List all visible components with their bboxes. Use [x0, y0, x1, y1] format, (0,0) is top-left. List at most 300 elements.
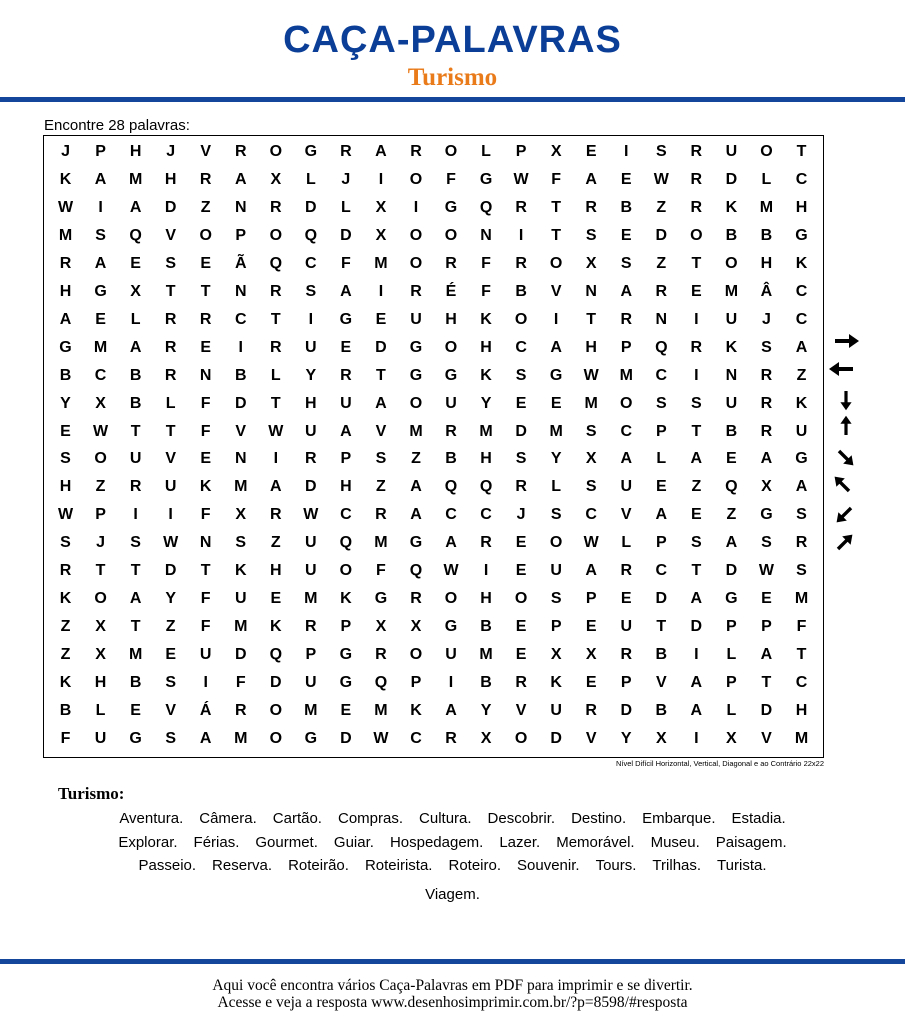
grid-cell: S	[60, 450, 71, 468]
grid-cell: E	[585, 618, 597, 636]
grid-cell: X	[375, 618, 387, 636]
grid-cell: Q	[129, 226, 142, 244]
grid-cell: L	[761, 170, 772, 188]
grid-cell: T	[200, 282, 211, 300]
grid-cell: O	[514, 590, 528, 608]
grid-cell: S	[305, 282, 317, 300]
grid-cell: T	[796, 142, 807, 160]
grid-cell: Q	[655, 338, 668, 356]
grid-cell: W	[57, 506, 74, 524]
grid-cell: S	[165, 254, 176, 272]
grid-cell: A	[585, 562, 597, 580]
grid-cell: X	[95, 646, 106, 664]
word-item: Roteiro.	[448, 857, 502, 874]
word-item: Turista.	[717, 857, 767, 874]
word-item: Destino.	[571, 810, 627, 827]
grid-cell: X	[585, 646, 597, 664]
grid-cell: P	[761, 618, 772, 636]
grid-cell: U	[795, 422, 808, 440]
grid-cell: O	[514, 310, 528, 328]
grid-cell: R	[199, 310, 212, 328]
grid-cell: R	[620, 646, 633, 664]
grid-cell: H	[795, 198, 808, 216]
grid-cell: S	[130, 534, 141, 552]
grid-cell: Y	[165, 590, 176, 608]
grid-cell: L	[726, 646, 737, 664]
grid-cell: F	[446, 170, 456, 188]
grid-cell: P	[340, 450, 352, 468]
grid-cell: G	[339, 310, 353, 328]
grid-cell: G	[409, 366, 423, 384]
grid-cell: T	[165, 422, 176, 440]
grid-cell: N	[655, 310, 668, 328]
grid-cell: M	[619, 366, 633, 384]
grid-cell: Q	[725, 478, 738, 496]
grid-cell: F	[200, 506, 211, 524]
down-right-arrow-icon	[835, 447, 858, 470]
grid-cell: R	[305, 618, 317, 636]
grid-cell: H	[59, 282, 72, 300]
grid-cell: U	[725, 142, 738, 160]
grid-cell: K	[725, 338, 738, 356]
grid-cell: F	[200, 618, 211, 636]
grid-cell: I	[553, 310, 559, 328]
grid-cell: U	[445, 646, 457, 664]
grid-cell: K	[480, 366, 492, 384]
grid-cell: H	[795, 702, 808, 720]
grid-cell: S	[691, 534, 702, 552]
top-divider	[0, 97, 905, 102]
grid-cell: E	[340, 338, 352, 356]
grid-cell: M	[549, 422, 563, 440]
grid-cell: S	[585, 226, 597, 244]
grid-cell: V	[375, 422, 387, 440]
grid-cell: I	[378, 170, 384, 188]
word-item: Trilhas.	[652, 857, 702, 874]
grid-cell: Z	[796, 366, 807, 384]
grid-cell: O	[444, 338, 458, 356]
grid-cell: Q	[339, 534, 353, 552]
grid-cell: R	[480, 534, 492, 552]
grid-cell: B	[129, 366, 142, 384]
grid-cell: G	[795, 450, 808, 468]
grid-cell: G	[760, 506, 773, 524]
grid-cell: J	[61, 142, 70, 160]
grid-cell: B	[234, 366, 247, 384]
grid-cell: U	[234, 590, 247, 608]
grid-cell: H	[59, 478, 72, 496]
grid-cell: P	[655, 422, 667, 440]
grid-cell: S	[165, 730, 176, 748]
grid-cell: M	[794, 730, 809, 748]
grid-cell: S	[585, 478, 597, 496]
grid-cell: N	[585, 282, 597, 300]
grid-cell: F	[376, 562, 386, 580]
grid-cell: T	[796, 646, 807, 664]
grid-cell: H	[480, 590, 492, 608]
grid-cell: B	[620, 198, 633, 216]
page-subtitle: Turismo	[407, 64, 498, 91]
word-item: Tours.	[595, 857, 637, 874]
grid-cell: A	[234, 170, 247, 188]
grid-cell: L	[340, 198, 351, 216]
grid-cell: V	[515, 702, 527, 720]
grid-cell: N	[234, 198, 247, 216]
grid-cell: E	[515, 394, 527, 412]
grid-cell: S	[235, 534, 247, 552]
grid-cell: K	[199, 478, 212, 496]
grid-cell: F	[60, 730, 71, 748]
grid-cell: Y	[305, 366, 317, 384]
grid-cell: R	[164, 366, 177, 384]
grid-cell: H	[340, 478, 352, 496]
grid-cell: E	[130, 702, 141, 720]
grid-cell: K	[270, 618, 282, 636]
grid-cell: Y	[620, 730, 632, 748]
grid-cell: A	[690, 450, 703, 468]
grid-cell: V	[165, 702, 176, 720]
down-arrow-icon	[840, 391, 851, 410]
grid-cell: K	[234, 562, 247, 580]
grid-cell: O	[339, 562, 353, 580]
grid-cell: R	[340, 142, 352, 160]
grid-cell: S	[761, 534, 772, 552]
grid-cell: R	[59, 562, 72, 580]
grid-cell: R	[129, 478, 142, 496]
grid-cell: O	[690, 226, 703, 244]
grid-cell: O	[409, 254, 423, 272]
grid-cell: K	[725, 198, 738, 216]
word-item: Gourmet.	[255, 833, 318, 851]
grid-cell: R	[620, 562, 633, 580]
up-left-arrow-icon	[830, 472, 853, 495]
grid-cell: D	[340, 226, 352, 244]
grid-cell: R	[270, 198, 282, 216]
grid-cell: U	[445, 394, 457, 412]
grid-cell: C	[620, 422, 633, 440]
grid-cell: I	[694, 310, 699, 328]
grid-cell: M	[304, 702, 318, 720]
grid-cell: E	[655, 478, 667, 496]
grid-cell: E	[515, 562, 527, 580]
grid-cell: U	[620, 618, 633, 636]
grid-cell: N	[234, 282, 247, 300]
word-item: Museu.	[650, 833, 700, 851]
page-title: CAÇA-PALAVRAS	[283, 19, 622, 61]
grid-cell: M	[479, 646, 493, 664]
grid-cell: C	[445, 506, 457, 524]
grid-cell: X	[375, 198, 387, 216]
grid-cell: U	[305, 534, 317, 552]
grid-cell: G	[444, 618, 458, 636]
grid-cell: H	[94, 674, 107, 692]
grid-cell: B	[445, 450, 457, 468]
grid-cell: I	[308, 310, 314, 328]
grid-cell: U	[410, 310, 422, 328]
grid-cell: E	[515, 534, 527, 552]
grid-cell: Z	[60, 618, 71, 636]
grid-cell: R	[164, 338, 177, 356]
grid-cell: L	[656, 450, 667, 468]
grid-cell: R	[445, 254, 457, 272]
grid-cell: S	[655, 142, 667, 160]
grid-cell: V	[550, 282, 562, 300]
grid-cell: I	[694, 730, 699, 748]
grid-cell: M	[479, 422, 493, 440]
grid-cell: A	[410, 478, 422, 496]
grid-cell: R	[445, 730, 457, 748]
grid-cell: Á	[199, 702, 212, 720]
grid-cell: S	[60, 534, 71, 552]
grid-cell: O	[269, 730, 283, 748]
grid-cell: K	[59, 674, 72, 692]
grid-cell: P	[95, 142, 106, 160]
grid-cell: G	[444, 366, 458, 384]
grid-cell: M	[234, 730, 248, 748]
grid-cell: A	[270, 478, 282, 496]
grid-cell: A	[585, 170, 597, 188]
grid-cell: Z	[691, 478, 702, 496]
grid-cell: K	[795, 394, 808, 412]
grid-cell: G	[129, 730, 142, 748]
grid-cell: T	[270, 310, 281, 328]
grid-cell: O	[444, 142, 458, 160]
grid-cell: O	[444, 226, 458, 244]
grid-cell: F	[340, 254, 351, 272]
grid-cell: O	[94, 450, 107, 468]
word-item: Estadia.	[731, 810, 786, 827]
grid-cell: U	[620, 478, 633, 496]
grid-cell: K	[550, 674, 562, 692]
grid-cell: X	[726, 730, 737, 748]
grid-cell: X	[550, 646, 562, 664]
grid-cell: E	[270, 590, 282, 608]
grid-cell: W	[758, 562, 774, 580]
grid-cell: R	[375, 506, 387, 524]
grid-cell: I	[168, 506, 173, 524]
grid-cell: R	[199, 170, 212, 188]
grid-cell: H	[480, 450, 492, 468]
grid-cell: V	[165, 226, 176, 244]
grid-cell: J	[761, 310, 771, 328]
grid-cell: D	[690, 618, 703, 636]
grid-cell: P	[726, 618, 737, 636]
grid-cell: T	[130, 562, 141, 580]
grid-cell: I	[238, 338, 243, 356]
grid-cell: C	[410, 730, 422, 748]
grid-cell: X	[235, 506, 247, 524]
grid-cell: G	[59, 338, 72, 356]
grid-cell: N	[725, 366, 738, 384]
grid-cell: V	[585, 730, 597, 748]
grid-cell: S	[550, 506, 562, 524]
grid-cell: X	[130, 282, 141, 300]
grid-cell: R	[620, 310, 633, 328]
grid-cell: A	[725, 534, 738, 552]
grid-cell: R	[795, 534, 808, 552]
grid-cell: R	[375, 646, 387, 664]
grid-cell: R	[690, 170, 703, 188]
grid-cell: E	[585, 142, 597, 160]
grid-cell: R	[305, 450, 317, 468]
grid-cell: Q	[374, 674, 388, 692]
grid-cell: Z	[656, 198, 667, 216]
grid-cell: U	[725, 310, 738, 328]
grid-cell: D	[305, 478, 317, 496]
grid-cell: C	[795, 310, 808, 328]
grid-cell: R	[270, 282, 282, 300]
grid-cell: K	[410, 702, 422, 720]
grid-cell: T	[200, 562, 211, 580]
grid-cell: A	[445, 534, 457, 552]
grid-cell: I	[518, 226, 524, 244]
grid-cell: Q	[304, 226, 318, 244]
grid-cell: X	[270, 170, 282, 188]
grid-cell: B	[59, 702, 72, 720]
grid-cell: D	[620, 702, 633, 720]
grid-cell: R	[445, 422, 457, 440]
grid-cell: S	[550, 590, 562, 608]
grid-cell: J	[166, 142, 176, 160]
grid-cell: D	[655, 590, 668, 608]
grid-cell: T	[551, 198, 562, 216]
grid-cell: A	[620, 450, 633, 468]
grid-cell: Q	[479, 478, 493, 496]
grid-cell: P	[655, 534, 667, 552]
grid-cell: A	[690, 674, 703, 692]
grid-cell: O	[269, 702, 283, 720]
grid-cell: F	[235, 674, 246, 692]
grid-cell: C	[795, 282, 808, 300]
grid-cell: D	[725, 170, 738, 188]
grid-cell: E	[515, 646, 527, 664]
grid-cell: D	[655, 226, 668, 244]
grid-cell: E	[620, 226, 632, 244]
grid-cell: U	[164, 478, 177, 496]
grid-cell: O	[409, 394, 423, 412]
grid-cell: M	[584, 394, 598, 412]
instructions-text: Encontre 28 palavras:	[44, 117, 190, 134]
grid-cell: I	[413, 198, 419, 216]
grid-cell: L	[551, 478, 562, 496]
word-item: Cultura.	[419, 810, 472, 827]
grid-cell: W	[93, 422, 109, 440]
grid-cell: I	[133, 506, 138, 524]
grid-cell: R	[760, 366, 773, 384]
word-item: Lazer.	[499, 833, 541, 851]
grid-cell: D	[760, 702, 773, 720]
grid-cell: T	[691, 422, 702, 440]
grid-cell: Q	[269, 254, 283, 272]
grid-cell: T	[95, 562, 106, 580]
grid-cell: G	[409, 338, 423, 356]
grid-cell: A	[690, 702, 703, 720]
grid-cell: H	[445, 310, 457, 328]
grid-cell: R	[164, 310, 177, 328]
grid-cell: P	[340, 618, 352, 636]
grid-cell: M	[128, 646, 143, 664]
grid-cell: Y	[550, 450, 562, 468]
grid-cell: U	[550, 562, 562, 580]
word-list	[40, 807, 865, 906]
grid-cell: A	[129, 338, 142, 356]
grid-cell: D	[270, 674, 282, 692]
grid-cell: R	[515, 198, 527, 216]
grid-cell: I	[273, 450, 279, 468]
word-search-grid	[43, 135, 824, 758]
grid-cell: B	[480, 674, 492, 692]
direction-legend	[826, 330, 866, 560]
grid-cell: A	[199, 730, 212, 748]
grid-cell: Z	[200, 198, 211, 216]
grid-cell: C	[340, 506, 352, 524]
grid-cell: A	[94, 170, 107, 188]
grid-cell: D	[340, 730, 352, 748]
grid-cell: P	[550, 618, 562, 636]
grid-cell: Q	[269, 646, 283, 664]
grid-cell: K	[480, 310, 492, 328]
word-item: Hospedagem.	[389, 833, 484, 851]
grid-cell: E	[620, 170, 632, 188]
grid-cell: D	[234, 646, 247, 664]
grid-cell: W	[373, 730, 389, 748]
grid-cell: R	[515, 674, 527, 692]
word-item: Roteirista.	[364, 857, 433, 874]
grid-cell: H	[305, 394, 317, 412]
grid-cell: R	[585, 702, 597, 720]
grid-cell: Y	[60, 394, 71, 412]
grid-cell: O	[725, 254, 738, 272]
grid-cell: A	[760, 646, 773, 664]
grid-cell: A	[59, 310, 72, 328]
footer-line-1: Aqui você encontra vários Caça-Palavras em PDF para imprimir e se divertir.	[212, 977, 693, 994]
grid-cell: E	[165, 646, 176, 664]
grid-cell: N	[234, 450, 247, 468]
grid-cell: R	[59, 254, 72, 272]
right-arrow-icon	[835, 334, 859, 348]
grid-cell: H	[129, 142, 142, 160]
grid-cell: E	[620, 590, 632, 608]
grid-cell: R	[515, 254, 527, 272]
grid-cell: E	[340, 702, 352, 720]
grid-cell: R	[340, 366, 352, 384]
grid-cell: P	[515, 142, 527, 160]
grid-cell: A	[129, 590, 142, 608]
left-arrow-icon	[829, 362, 853, 376]
grid-cell: H	[585, 338, 597, 356]
grid-cell: A	[375, 142, 387, 160]
grid-cell: K	[340, 590, 352, 608]
grid-cell: Y	[480, 394, 492, 412]
grid-cell: D	[375, 338, 387, 356]
grid-cell: N	[480, 226, 492, 244]
grid-cell: M	[304, 590, 318, 608]
word-item: Descobrir.	[487, 810, 556, 827]
grid-cell: O	[549, 254, 563, 272]
grid-cell: P	[726, 674, 737, 692]
grid-cell: B	[655, 646, 668, 664]
grid-cell: X	[585, 450, 597, 468]
grid-cell: U	[305, 562, 317, 580]
grid-cell: R	[690, 142, 703, 160]
grid-cell: A	[340, 282, 352, 300]
footer-line-2[interactable]: Acesse e veja a resposta www.desenhosimprimir.com.br/?p=8598/#resposta	[217, 994, 688, 1011]
grid-cell: B	[515, 282, 527, 300]
grid-cell: J	[516, 506, 526, 524]
grid-cell: O	[444, 590, 458, 608]
grid-cell: M	[374, 702, 388, 720]
grid-cell: G	[725, 590, 738, 608]
